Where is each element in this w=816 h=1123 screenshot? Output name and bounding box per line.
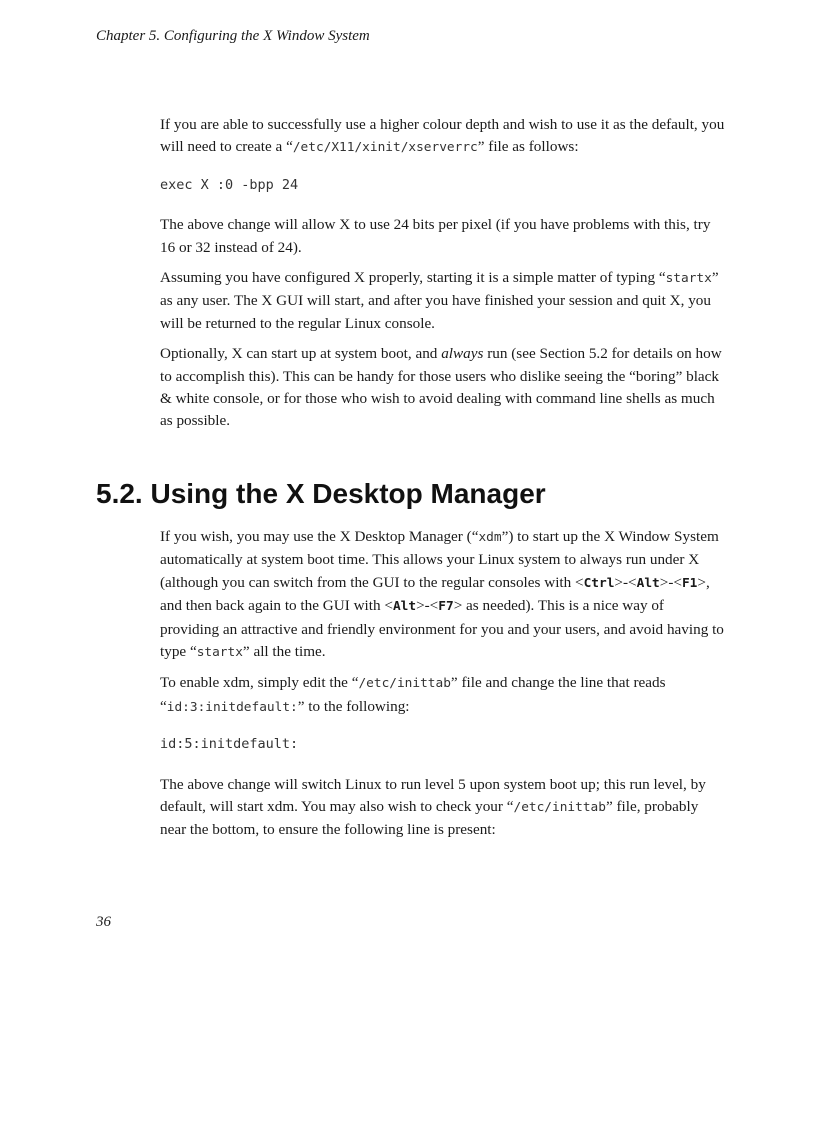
paragraph-colour-depth: If you are able to successfully use a higher colour depth and wish to use it as the default, you will need to create a “/etc/X11/xinit/xserverrc” file as follows: (160, 116, 725, 156)
intro-content (160, 114, 726, 441)
code-block: exec X :0 -bpp 24 (160, 176, 299, 193)
section-content (160, 526, 726, 850)
file-path: /etc/X11/xinit/xserverrc (292, 140, 478, 156)
paragraph-system-boot: Optionally, X can start up at system boot, and always run (see Section 5.2 for details on how to accomplish this). This can be handy for those users who dislike seeing the “boring” black & white console, or for those who wish to avoid dealing with command line shells as much as possible. (160, 345, 722, 430)
key-ctrl: Ctrl (583, 575, 615, 591)
emphasis: always (441, 345, 484, 363)
running-header: Chapter 5. Configuring the X Window System (96, 28, 370, 44)
paragraph-enable-xdm: To enable xdm, simply edit the “/etc/inittab” file and change the line that reads “id:3:initdefault:” to the following: (160, 674, 666, 715)
paragraph-startx: Assuming you have configured X properly, starting it is a simple matter of typing “startx” as any user. The X GUI will start, and after you have finished your session and quit X, you will be returned to the regular Linux console. (160, 269, 719, 332)
key-alt: Alt (392, 599, 417, 615)
command: startx (196, 645, 243, 661)
file-path: /etc/inittab (358, 676, 451, 692)
section-heading: 5.2. Using the X Desktop Manager (96, 478, 546, 509)
config-line: id:3:initdefault: (166, 699, 298, 715)
command: xdm (478, 530, 502, 545)
command: startx (665, 271, 712, 287)
paragraph-run-level: The above change will switch Linux to run level 5 upon system boot up; this run level, by default, will start xdm. You may also wish to check your “/etc/inittab” file, probably near the bottom, to ensure the following line is present: (160, 775, 706, 839)
key-f1: F1 (681, 575, 698, 591)
code-block: id:5:initdefault: (160, 736, 299, 753)
file-path: /etc/inittab (513, 800, 606, 816)
paragraph-bits-per-pixel: The above change will allow X to use 24 bits per pixel (if you have problems with this, try 16 or 32 instead of 24). (160, 216, 711, 256)
paragraph-xdm-intro: If you wish, you may use the X Desktop Manager (“xdm”) to start up the X Window System automatically at system boot time. This allows your Linux system to always run under X (although you can switch from the GUI to the regular consoles with <Ctrl>-<Alt>-<F1>, and then back again to the GUI with <Alt>-<F7> as needed). This is a nice way of providing an attractive and friendly environment for you and your users, and avoid having to type “startx” all the time. (160, 528, 724, 661)
key-alt: Alt (636, 575, 660, 591)
key-f7: F7 (438, 599, 454, 615)
page-number: 36 (96, 914, 111, 930)
